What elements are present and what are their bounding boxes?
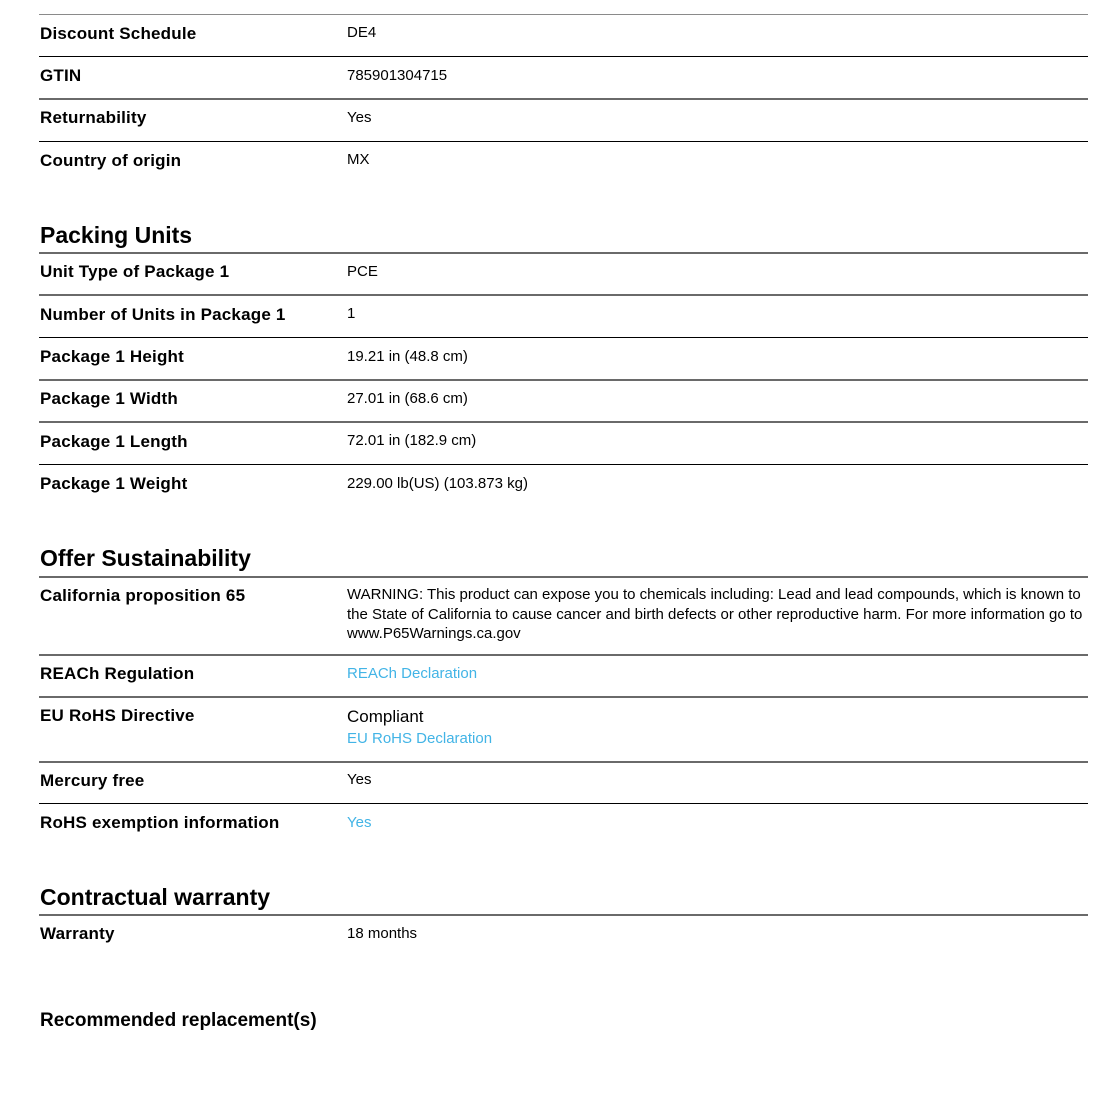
divider — [39, 14, 1088, 15]
spec-label: EU RoHS Directive — [40, 706, 195, 725]
spec-label: Number of Units in Package 1 — [40, 305, 286, 324]
section-title-packing-units: Packing Units — [40, 222, 193, 248]
spec-label: Returnability — [40, 108, 147, 127]
prop65-warning-text: WARNING: This product can expose you to chemicals including: Lead and lead compounds, which is known to the State of California to cause cancer and birth defects or other reproductive harm. For more information go to www.P65Warnings.ca.gov — [347, 586, 1083, 642]
spec-value: 1 — [347, 305, 356, 322]
divider — [39, 464, 1088, 465]
spec-label: Package 1 Weight — [40, 474, 188, 493]
spec-value: 229.00 lb(US) (103.873 kg) — [347, 475, 528, 492]
spec-value: 785901304715 — [347, 67, 448, 84]
divider — [39, 337, 1088, 338]
spec-value: DE4 — [347, 24, 377, 41]
spec-value: Yes — [347, 109, 372, 126]
rohs-exemption-link[interactable]: Yes — [347, 814, 372, 831]
spec-value: 27.01 in (68.6 cm) — [347, 390, 468, 407]
spec-value: 19.21 in (48.8 cm) — [347, 348, 468, 365]
divider — [39, 252, 1088, 254]
spec-label: Package 1 Height — [40, 347, 184, 366]
spec-label: RoHS exemption information — [40, 813, 280, 832]
spec-label: GTIN — [40, 66, 82, 85]
divider — [39, 696, 1088, 698]
spec-value: Yes — [347, 771, 372, 788]
divider — [39, 98, 1088, 100]
spec-label: Package 1 Width — [40, 389, 178, 408]
spec-label: REACh Regulation — [40, 664, 195, 683]
divider — [39, 761, 1088, 763]
section-title-offer-sustainability: Offer Sustainability — [40, 545, 251, 571]
spec-label: Discount Schedule — [40, 24, 197, 43]
section-title-contractual-warranty: Contractual warranty — [40, 884, 271, 910]
spec-value: MX — [347, 151, 370, 168]
spec-label: Package 1 Length — [40, 432, 188, 451]
divider — [39, 141, 1088, 142]
spec-value: 18 months — [347, 925, 418, 942]
spec-label: California proposition 65 — [40, 586, 246, 605]
section-title-recommended-replacements: Recommended replacement(s) — [40, 1010, 317, 1031]
divider — [39, 654, 1088, 656]
divider — [39, 56, 1088, 57]
spec-value: Compliant — [347, 707, 424, 726]
spec-value: PCE — [347, 263, 378, 280]
spec-label: Mercury free — [40, 771, 145, 790]
divider — [39, 379, 1088, 381]
divider — [39, 803, 1088, 804]
spec-value: 72.01 in (182.9 cm) — [347, 432, 477, 449]
spec-label: Unit Type of Package 1 — [40, 262, 230, 281]
spec-label: Country of origin — [40, 151, 182, 170]
spec-label: Warranty — [40, 924, 115, 943]
divider — [39, 914, 1088, 916]
divider — [39, 576, 1088, 578]
divider — [39, 294, 1088, 296]
reach-declaration-link[interactable]: REACh Declaration — [347, 665, 478, 682]
eu-rohs-declaration-link[interactable]: EU RoHS Declaration — [347, 730, 493, 747]
divider — [39, 421, 1088, 423]
